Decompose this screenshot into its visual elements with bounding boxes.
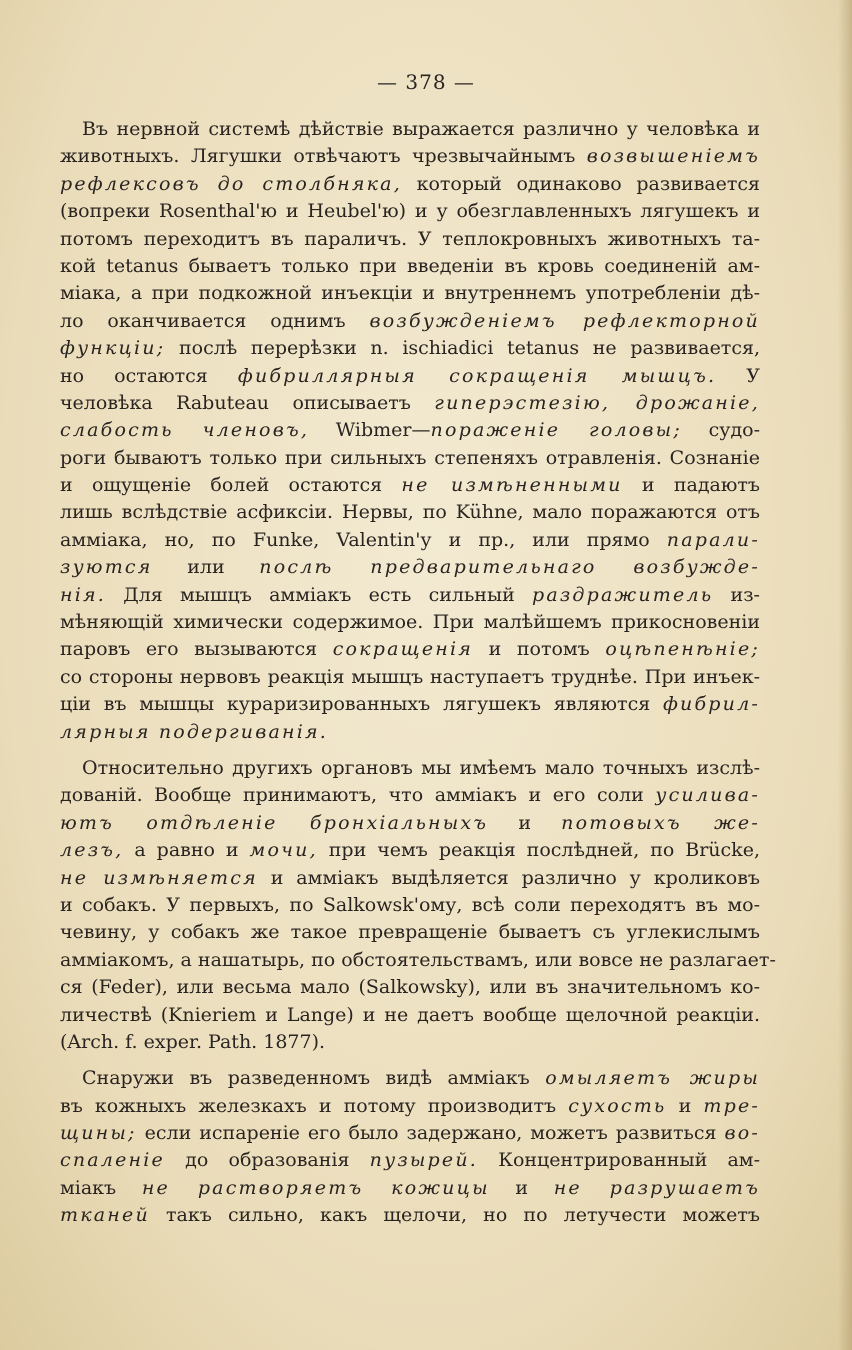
text-line: функціи; послѣ перерѣзки n. ischiadici tetanus не развивается, [60,337,760,360]
body-text [60,116,776,1230]
text-line: амміака, но, по Funke, Valentin'у и пр., или прямо парали- [60,528,760,551]
text-line: потомъ переходитъ въ параличъ. У теплокровныхъ животныхъ та- [60,227,760,250]
text-line: не измѣняется и амміакъ выдѣляется различно у кроликовъ [60,866,761,889]
text-line: ло оканчивается однимъ возбужденіемъ рефлекторной [60,309,760,332]
text-line: Въ нервной системѣ дѣйствіе выражается различно у человѣка и [82,118,760,140]
text-line: паровъ его вызываются сокращенія и потомъ оцѣпенѣніе; [60,638,760,661]
text-line: лезъ, а равно и мочи, при чемъ реакція послѣдней, по Brücke, [60,839,760,862]
page-number: — 378 — [377,70,475,94]
text-line: мѣняющій химически содержимое. При малѣйшемъ прикосновеніи [60,611,760,634]
text-line: амміакомъ, а нашатырь, по обстоятельствамъ, или вовсе не разлагает- [60,948,776,971]
text-line: міака, а при подкожной инъекціи и внутреннемъ употребленіи дѣ- [60,282,760,305]
text-line: тканей такъ сильно, какъ щелочи, но по летучести можетъ [60,1204,760,1227]
text-line: щины; если испареніе его было задержано, можетъ развиться во- [60,1122,760,1145]
text-line: лишь вслѣдствіе асфиксіи. Нервы, по Kühne, мало поражаются отъ [60,501,760,524]
text-line: Относительно другихъ органовъ мы имѣемъ мало точныхъ изслѣ- [82,756,760,779]
text-line: лярныя подергиванія. [60,720,329,743]
text-line: личествѣ (Knieriem и Lange) и не даетъ вообще щелочной реакціи. [60,1003,760,1026]
text-line: ся (Feder), или весьма мало (Salkowsky), или въ значительномъ ко- [60,976,760,999]
text-line: дованій. Вообще принимаютъ, что амміакъ и его соли усилива- [60,784,760,807]
text-line: со стороны нервовъ реакція мышцъ наступаетъ труднѣе. При инъек- [60,665,760,688]
text-line: слабость членовъ, Wibmer—пораженіе головы; судо- [60,419,761,442]
text-line: Снаружи въ разведенномъ видѣ амміакъ омыляетъ жиры [82,1067,760,1090]
text-line: зуются или послѣ предварительнаго возбужде- [60,556,760,579]
text-line: и ощущеніе болей остаются не измѣненными и падаютъ [60,474,760,497]
text-line: кой tetanus бываетъ только при введеніи въ кровь соединеній ам- [60,254,760,277]
text-line: человѣка Rabuteau описываетъ гиперэстезію, дрожаніе, [60,391,760,414]
text-line: (вопреки Rosenthal'ю и Heubel'ю) и у обезглавленныхъ лягушекъ и [60,200,760,223]
text-line: рефлексовъ до столбняка, который одинаково развивается [60,172,760,195]
text-line: роги бываютъ только при сильныхъ степеняхъ отравленія. Сознаніе [60,446,760,469]
text-line: спаленіе до образованія пузырей. Концентрированный ам- [60,1149,760,1172]
text-line: міакъ не растворяетъ кожицы и не разрушаетъ [60,1176,761,1199]
text-line: ютъ отдѣленіе бронхіальныхъ и потовыхъ же- [60,811,760,834]
text-line: ціи въ мышцы кураризированныхъ лягушекъ являются фибрил- [60,693,760,716]
text-line: нія. Для мышцъ амміакъ есть сильный раздражитель из- [60,583,760,606]
text-line: въ кожныхъ железкахъ и потому производитъ сухость и тре- [60,1094,761,1117]
text-line: чевину, у собакъ же такое превращеніе бываетъ съ углекислымъ [60,921,760,944]
text-line: и собакъ. У первыхъ, по Salkowsk'ому, всѣ соли переходятъ въ мо- [60,893,760,916]
text-line: животныхъ. Лягушки отвѣчаютъ чрезвычайнымъ возвышеніемъ [60,145,760,168]
text-line: (Arch. f. exper. Path. 1877). [60,1030,326,1053]
text-line: но остаются фибриллярныя сокращенія мышцъ. У [60,364,760,387]
